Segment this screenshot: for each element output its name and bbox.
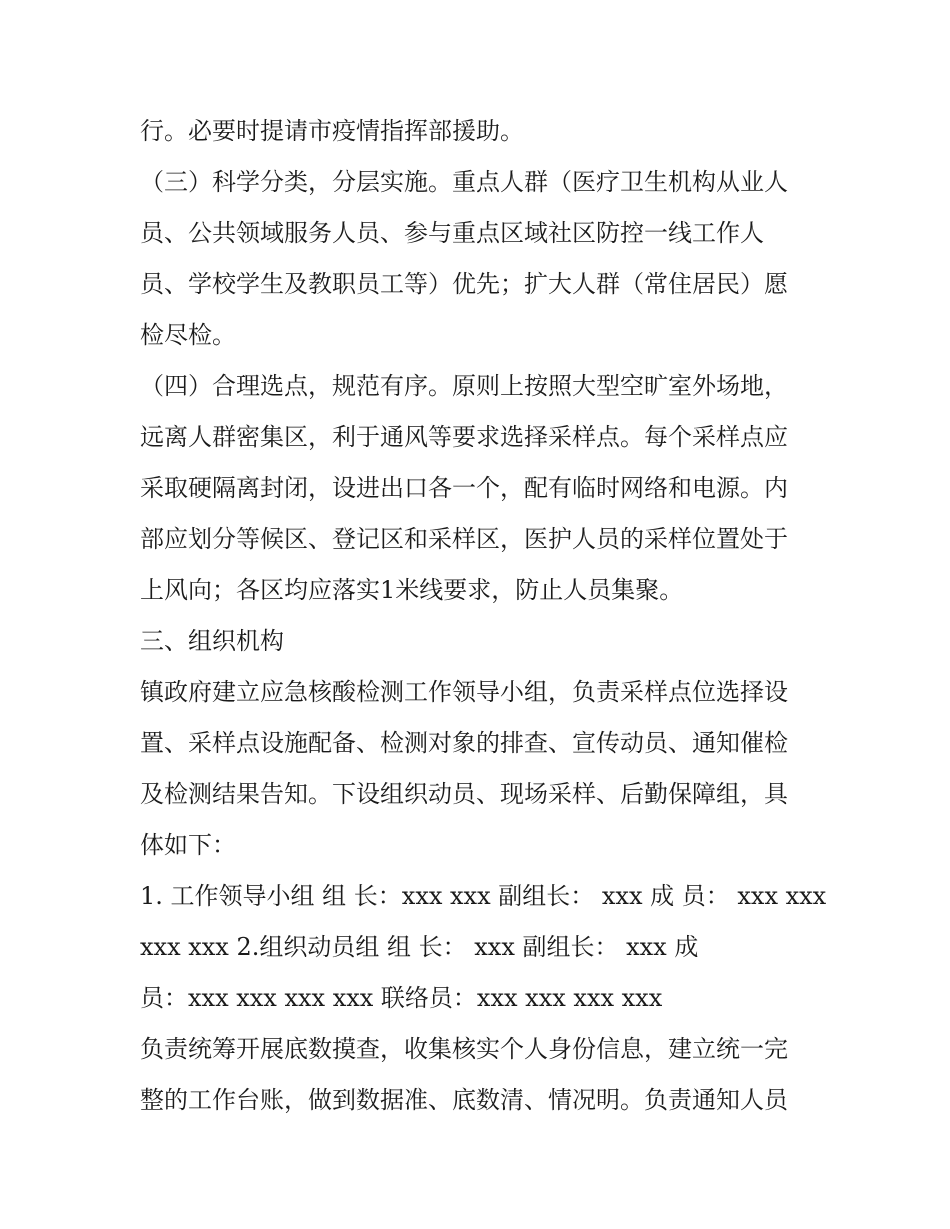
- text-line: xxx xxx 2.组织动员组 组 长： xxx 副组长： xxx 成: [140, 933, 699, 961]
- text-line: 检尽检。: [140, 321, 236, 349]
- text-line: 员、学校学生及教职员工等）优先；扩大人群（常住居民）愿: [140, 270, 788, 298]
- text-line: （三）科学分类，分层实施。重点人群（医疗卫生机构从业人: [140, 168, 788, 196]
- section-heading: 三、组织机构: [140, 627, 284, 655]
- text-line: 采取硬隔离封闭，设进出口各一个，配有临时网络和电源。内: [140, 474, 788, 502]
- text-line: 及检测结果告知。下设组织动员、现场采样、后勤保障组，具: [140, 780, 788, 808]
- text-line: 员：xxx xxx xxx xxx 联络员：xxx xxx xxx xxx: [140, 984, 663, 1012]
- text-line: 1. 工作领导小组 组 长：xxx xxx 副组长： xxx 成 员： xxx xxx: [140, 882, 827, 910]
- text-line: 部应划分等候区、登记区和采样区，医护人员的采样位置处于: [140, 525, 788, 553]
- text-line: 体如下：: [140, 831, 236, 859]
- text-line: 镇政府建立应急核酸检测工作领导小组，负责采样点位选择设: [140, 678, 788, 706]
- text-line: 员、公共领域服务人员、参与重点区域社区防控一线工作人: [140, 219, 764, 247]
- text-line: 行。必要时提请市疫情指挥部援助。: [140, 117, 524, 145]
- document-body: [140, 106, 827, 1126]
- text-line: 远离人群密集区，利于通风等要求选择采样点。每个采样点应: [140, 423, 788, 451]
- text-line: 上风向；各区均应落实1米线要求，防止人员集聚。: [140, 576, 684, 604]
- text-line: 整的工作台账，做到数据准、底数清、情况明。负责通知人员: [140, 1086, 788, 1114]
- text-line: 置、采样点设施配备、检测对象的排查、宣传动员、通知催检: [140, 729, 788, 757]
- text-line: 负责统筹开展底数摸查，收集核实个人身份信息，建立统一完: [140, 1035, 788, 1063]
- text-line: （四）合理选点，规范有序。原则上按照大型空旷室外场地，: [140, 372, 788, 400]
